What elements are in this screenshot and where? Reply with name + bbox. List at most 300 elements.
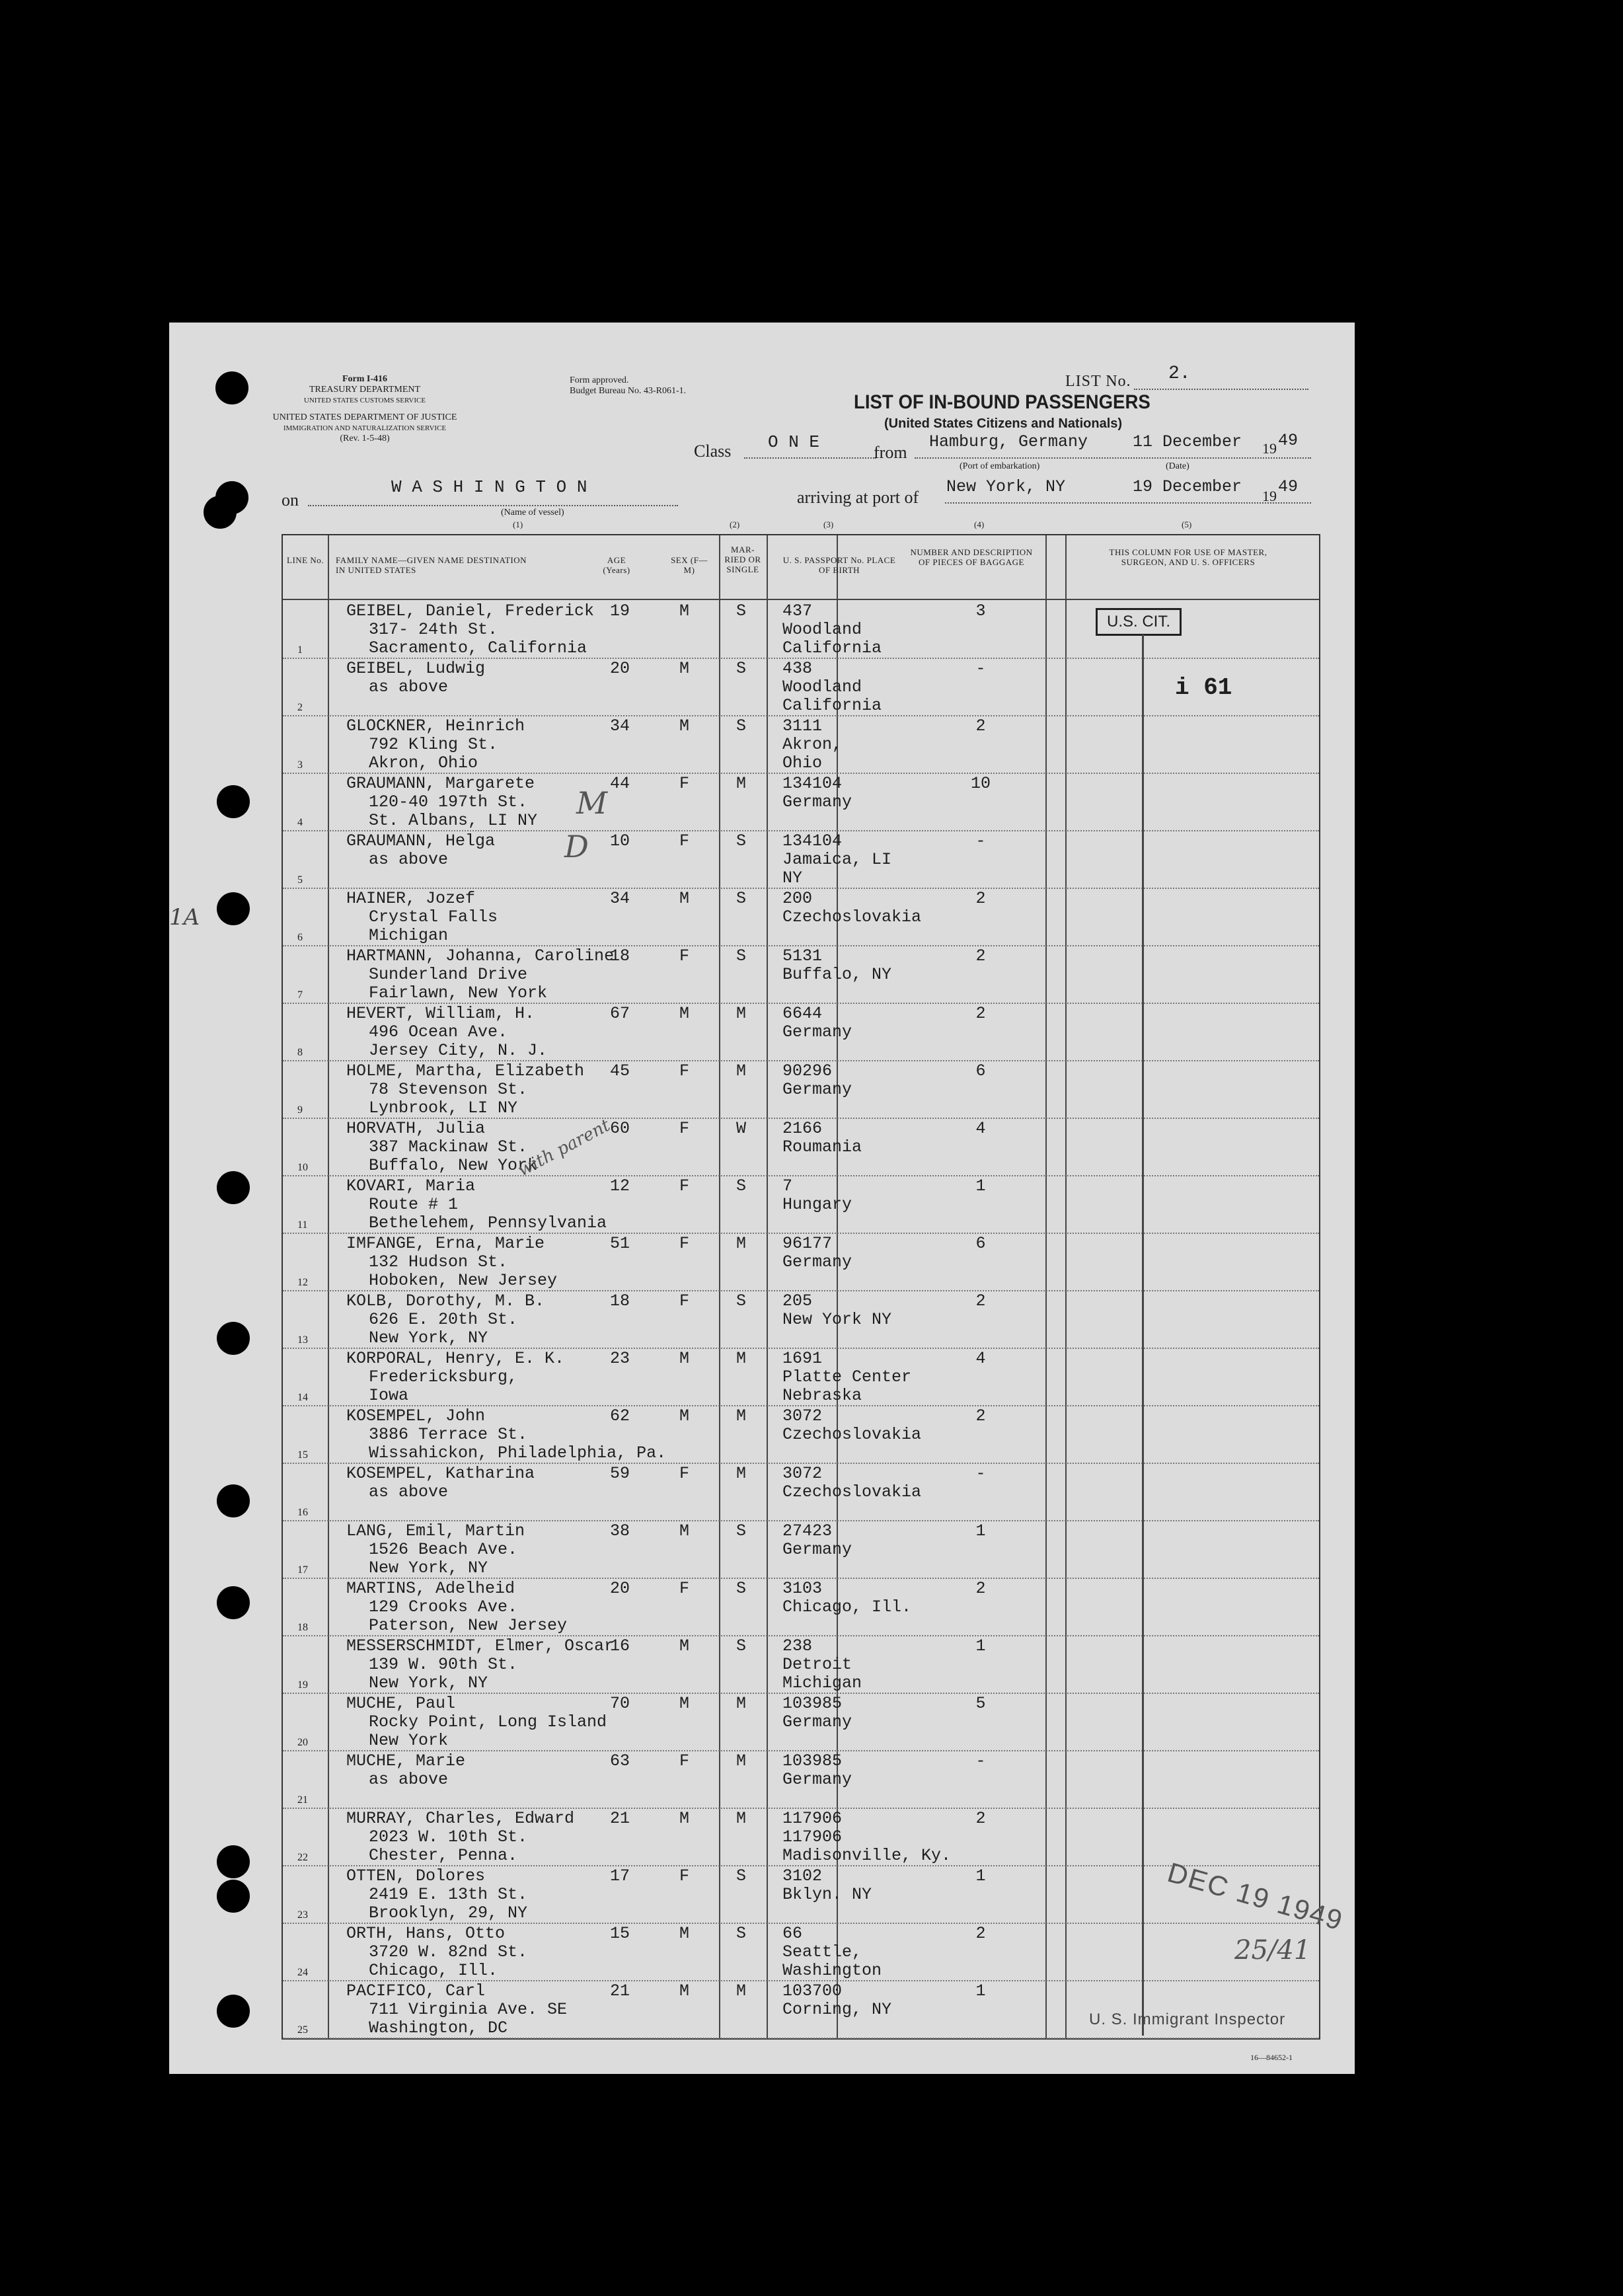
col-num-3: (3) [823,519,834,529]
punch-hole [217,1322,250,1355]
passenger-name: HORVATH, Julia [346,1119,486,1138]
city-state: Akron, Ohio [369,753,478,773]
passport-number: 134104 [782,774,843,793]
line-number: 23 [297,1909,308,1921]
arrival-date: 19 December [1133,477,1242,496]
handwritten-m: M [576,785,608,821]
table-row [283,1003,1319,1061]
line-number: 22 [297,1852,308,1863]
line-number: 5 [297,874,303,886]
baggage-count: 4 [975,1349,986,1368]
passport-number: 200 [782,889,813,908]
sex: M [679,1694,690,1713]
line-number: 1 [297,644,303,656]
passport-number: 438 [782,659,813,678]
arrival-year: 49 [1278,477,1299,496]
passport-number: 1691 [782,1349,823,1368]
marital-status: M [736,1349,747,1368]
table-row [283,658,1319,716]
marital-status: M [736,1004,747,1023]
date-caption: (Date) [1166,461,1189,471]
birthplace-line1: Czechoslovakia [782,1425,922,1444]
line-number: 24 [297,1967,308,1978]
line-number: 19 [297,1679,308,1691]
header-name: FAMILY NAME—GIVEN NAME DESTINATION IN UNITED STATES [336,555,527,575]
embarkation-year-prefix: 19 [1262,440,1277,457]
table-row [283,1635,1319,1694]
punch-hole [217,892,250,925]
line-number: 4 [297,817,303,828]
vertical-ditto-line [1142,634,1144,2036]
us-citizen-stamp: U.S. CIT. [1096,608,1182,636]
birthplace-line1: Buffalo, NY [782,965,892,984]
sex: F [679,1291,690,1311]
table-row [283,1578,1319,1636]
passenger-name: HEVERT, William, H. [346,1004,535,1023]
baggage-count: 2 [975,1406,986,1426]
passenger-table [282,534,1347,2040]
vessel-name: W A S H I N G T O N [391,477,587,497]
baggage-count: - [975,831,986,851]
passport-number: 437 [782,601,813,621]
passport-number: 205 [782,1291,813,1311]
table-row [283,715,1319,774]
birthplace-line1: Roumania [782,1137,862,1157]
marital-status: S [736,1291,747,1311]
passport-number: 238 [782,1636,813,1656]
header-passport: U. S. PASSPORT No. PLACE OF BIRTH [782,555,896,575]
date-stamp: DEC 19 1949 [1164,1856,1347,1936]
passenger-name: GEIBEL, Ludwig [346,659,486,678]
passport-number: 3102 [782,1866,823,1886]
footer-code: 16—84652-1 [1250,2053,1293,2062]
birthplace-line1: Chicago, Ill. [782,1597,912,1617]
age: 67 [609,1004,630,1023]
line-number: 12 [297,1277,308,1288]
handwritten-with-parent: with parent [514,1115,614,1181]
passport-number: 117906 [782,1809,843,1828]
fraction-annotation: 25/41 [1234,1935,1311,1966]
punch-hole [217,1880,250,1913]
birthplace-line2: Ohio [782,753,823,773]
baggage-count: 6 [975,1234,986,1253]
baggage-count: - [975,659,986,678]
passenger-name: GEIBEL, Daniel, Frederick [346,601,595,621]
street-address: 2419 E. 13th St. [369,1885,528,1904]
treasury-department: TREASURY DEPARTMENT [309,385,421,395]
age: 19 [609,601,630,621]
marital-status: S [736,1521,747,1541]
header-baggage: NUMBER AND DESCRIPTION OF PIECES OF BAGGAGE [910,547,1033,567]
justice-department: UNITED STATES DEPARTMENT OF JUSTICE [272,412,457,422]
age: 23 [609,1349,630,1368]
sex: M [679,1406,690,1426]
sex: F [679,1234,690,1253]
age: 15 [609,1924,630,1943]
baggage-count: 2 [975,946,986,966]
sex: M [679,889,690,908]
table-row [283,1405,1319,1464]
class-label: Class [694,441,732,461]
city-state: New York, NY [369,1558,488,1578]
table-row [283,1980,1319,2039]
passport-number: 3103 [782,1579,823,1598]
sex: M [679,1924,690,1943]
baggage-count: 1 [975,1521,986,1541]
punch-hole [217,1171,250,1204]
passenger-name: KOSEMPEL, Katharina [346,1464,535,1483]
line-number: 6 [297,932,303,943]
marital-status: M [736,1061,747,1081]
marital-status: S [736,601,747,621]
age: 45 [609,1061,630,1081]
vessel-caption: (Name of vessel) [501,508,564,517]
street-address: 3886 Terrace St. [369,1425,528,1444]
sex: F [679,1866,690,1886]
punch-hole [215,371,248,404]
line-number: 20 [297,1737,308,1748]
birthplace-line1: Hungary [782,1195,852,1214]
city-state: Paterson, New Jersey [369,1616,568,1635]
passport-number: 7 [782,1176,793,1196]
sex: F [679,1751,690,1771]
marital-status: W [736,1119,747,1138]
street-address: 129 Crooks Ave. [369,1597,518,1617]
birthplace-line1: New York NY [782,1310,892,1329]
baggage-count: 10 [970,774,991,793]
street-address: Fredericksburg, [369,1367,518,1387]
street-address: 120-40 197th St. [369,792,528,812]
line-number: 11 [297,1219,308,1231]
table-row [283,1520,1319,1579]
line-number: 25 [297,2024,308,2036]
passenger-name: PACIFICO, Carl [346,1981,486,2001]
sex: M [679,1636,690,1656]
city-state: Wissahickon, Philadelphia, Pa. [369,1443,667,1463]
passenger-name: GLOCKNER, Heinrich [346,716,525,736]
passport-number: 5131 [782,946,823,966]
sex: F [679,1176,690,1196]
baggage-count: - [975,1751,986,1771]
age: 59 [609,1464,630,1483]
marital-status: S [736,889,747,908]
marital-status: S [736,1579,747,1598]
age: 44 [609,774,630,793]
birthplace-line1: Germany [782,1770,852,1789]
passenger-name: HARTMANN, Johanna, Caroline [346,946,615,966]
arrival-port: New York, NY [946,477,1066,496]
sex: F [679,1061,690,1081]
marital-status: S [736,716,747,736]
street-address: 317- 24th St. [369,620,498,639]
passenger-name: OTTEN, Dolores [346,1866,486,1886]
birthplace-line1: Detroit [782,1655,852,1674]
line-number: 8 [297,1047,303,1058]
city-state: Jersey City, N. J. [369,1041,548,1060]
street-address: 711 Virginia Ave. SE [369,2000,568,2019]
passport-number: 96177 [782,1234,833,1253]
header-age: AGE (Years) [603,555,630,575]
table-row [283,1865,1319,1924]
marital-status: M [736,1694,747,1713]
table-row [283,830,1319,889]
table-row [283,1750,1319,1809]
baggage-count: 4 [975,1119,986,1138]
marital-status: S [736,1176,747,1196]
birthplace-line1: Bklyn. NY [782,1885,872,1904]
passport-number: 2166 [782,1119,823,1138]
sex: M [679,1809,690,1828]
city-state: Iowa [369,1386,409,1405]
age: 20 [609,1579,630,1598]
table-row [283,1060,1319,1119]
age: 18 [609,1291,630,1311]
birthplace-line1: Corning, NY [782,2000,892,2019]
arriving-label: arriving at port of [797,488,919,507]
birthplace-line1: Czechoslovakia [782,1482,922,1502]
birthplace-line1: Woodland [782,620,862,639]
passport-number: 103985 [782,1751,843,1771]
age: 70 [609,1694,630,1713]
port-embarkation-caption: (Port of embarkation) [960,461,1040,471]
birthplace-line1: Germany [782,1712,852,1732]
marital-status: S [736,831,747,851]
list-no-label: LIST No. [1065,373,1131,390]
col-num-1: (1) [513,519,523,529]
marital-status: S [736,1866,747,1886]
birthplace-line2: Nebraska [782,1386,862,1405]
birthplace-line2: Madisonville, Ky. [782,1846,952,1865]
passenger-name: MUCHE, Marie [346,1751,466,1771]
table-row [283,773,1319,831]
birthplace-line1: Germany [782,1252,852,1272]
city-state: Brooklyn, 29, NY [369,1903,528,1923]
age: 62 [609,1406,630,1426]
col-num-5: (5) [1182,519,1192,529]
line-number: 15 [297,1449,308,1461]
baggage-count: 2 [975,1924,986,1943]
marital-status: M [736,1406,747,1426]
birthplace-line1: Akron, [782,735,843,754]
table-row [283,1693,1319,1751]
passport-number: 3072 [782,1406,823,1426]
city-state: New York, NY [369,1673,488,1693]
passenger-name: MUCHE, Paul [346,1694,456,1713]
embarkation-year: 49 [1278,431,1299,450]
table-row [283,1233,1319,1291]
baggage-count: - [975,1464,986,1483]
age: 34 [609,716,630,736]
sex: M [679,1004,690,1023]
arrival-year-prefix: 19 [1262,488,1277,504]
marital-status: M [736,1751,747,1771]
baggage-count: 2 [975,1809,986,1828]
city-state: Buffalo, New York [369,1156,538,1175]
sex: M [679,1521,690,1541]
sex: F [679,831,690,851]
sex: M [679,601,690,621]
passport-number: 3072 [782,1464,823,1483]
sex: M [679,1981,690,2001]
budget-bureau: Budget Bureau No. 43-R061-1. [570,386,687,396]
city-state: Michigan [369,926,449,945]
header-officers: THIS COLUMN FOR USE OF MASTER, SURGEON, AND U. S. OFFICERS [1109,547,1267,567]
form-approved: Form approved. [570,375,629,385]
city-state: Fairlawn, New York [369,983,548,1003]
age: 17 [609,1866,630,1886]
marital-status: M [736,774,747,793]
birthplace-line1: Czechoslovakia [782,907,922,927]
age: 38 [609,1521,630,1541]
line-number: 2 [297,702,303,713]
header-sex: SEX (F—M) [671,555,708,575]
birthplace-line1: Seattle, [782,1942,862,1962]
col-num-4: (4) [974,519,985,529]
baggage-count: 2 [975,889,986,908]
passport-number: 90296 [782,1061,833,1081]
table-row [283,1175,1319,1234]
age: 12 [609,1176,630,1196]
on-label: on [282,490,299,510]
line-number: 17 [297,1564,308,1576]
city-state: Chester, Penna. [369,1846,518,1865]
street-address: Crystal Falls [369,907,498,927]
age: 34 [609,889,630,908]
ins-service: IMMIGRATION AND NATURALIZATION SERVICE [283,424,447,432]
city-state: Chicago, Ill. [369,1961,498,1980]
city-state: St. Albans, LI NY [369,811,538,830]
city-state: New York [369,1731,449,1750]
table-row [283,1118,1319,1176]
marital-status: S [736,1924,747,1943]
table-row [283,1463,1319,1521]
marital-status: M [736,1234,747,1253]
birthplace-line1: Germany [782,1540,852,1559]
street-address: 78 Stevenson St. [369,1080,528,1099]
birthplace-line1: Jamaica, LI [782,850,892,869]
marital-status: S [736,946,747,966]
passport-number: 6644 [782,1004,823,1023]
marital-status: M [736,1464,747,1483]
age: 60 [609,1119,630,1138]
birthplace-line1: Platte Center [782,1367,912,1387]
city-state: Hoboken, New Jersey [369,1271,558,1290]
passenger-name: HAINER, Jozef [346,889,476,908]
baggage-count: 5 [975,1694,986,1713]
embarkation-date: 11 December [1133,432,1242,451]
line-number: 13 [297,1334,308,1346]
table-row [283,1808,1319,1866]
passenger-name: KOVARI, Maria [346,1176,476,1196]
passenger-name: ORTH, Hans, Otto [346,1924,506,1943]
sex: F [679,1119,690,1138]
line-number: 21 [297,1794,308,1806]
marital-status: M [736,1809,747,1828]
birthplace-line1: Germany [782,1080,852,1099]
age: 51 [609,1234,630,1253]
street-address: 792 Kling St. [369,735,498,754]
city-state: Lynbrook, LI NY [369,1098,518,1118]
baggage-count: 2 [975,1004,986,1023]
embarkation-port: Hamburg, Germany [929,432,1088,451]
customs-service: UNITED STATES CUSTOMS SERVICE [303,397,426,404]
line-number: 14 [297,1392,308,1403]
header-line-no: LINE No. [287,555,324,565]
list-no: 2. [1168,364,1191,384]
form-number: Form I-416 [342,374,388,384]
age: 16 [609,1636,630,1656]
street-address: as above [369,677,449,697]
passport-number: 134104 [782,831,843,851]
table-row [283,1348,1319,1406]
header-married: MAR-RIED OR SINGLE [724,545,761,574]
sex: M [679,716,690,736]
street-address: Route # 1 [369,1195,459,1214]
col-num-2: (2) [730,519,740,529]
baggage-count: 2 [975,1579,986,1598]
baggage-count: 1 [975,1981,986,2001]
birthplace-line2: NY [782,868,803,888]
passenger-name: GRAUMANN, Margarete [346,774,535,793]
punch-hole [217,1995,250,2028]
birthplace-line2: Washington [782,1961,882,1980]
form-subtitle: (United States Citizens and Nationals) [884,416,1123,431]
line-number: 18 [297,1622,308,1633]
birthplace-line1: Germany [782,1022,852,1042]
sex: M [679,1349,690,1368]
birthplace-line2: California [782,638,882,658]
table-row [283,888,1319,946]
passenger-name: IMFANGE, Erna, Marie [346,1234,545,1253]
manifest-page [169,323,1355,2074]
line-number: 9 [297,1104,303,1116]
street-address: 139 W. 90th St. [369,1655,518,1674]
city-state: Bethelehem, Pennsylvania [369,1213,607,1233]
table-row [283,1923,1319,1981]
form-title: LIST OF IN-BOUND PASSENGERS [854,391,1151,413]
line-number: 16 [297,1507,308,1518]
passenger-name: MESSERSCHMIDT, Elmer, Oscar [346,1636,615,1656]
age: 18 [609,946,630,966]
age: 21 [609,1809,630,1828]
city-state: Sacramento, California [369,638,587,658]
punch-hole [217,1586,250,1619]
passenger-name: MARTINS, Adelheid [346,1579,515,1598]
line-number: 3 [297,759,303,771]
passenger-name: KOLB, Dorothy, M. B. [346,1291,545,1311]
sex: F [679,946,690,966]
from-label: from [874,443,907,462]
baggage-count: 1 [975,1176,986,1196]
passenger-name: KOSEMPEL, John [346,1406,486,1426]
table-row [283,1290,1319,1349]
annotation-i61: i 61 [1175,674,1232,701]
passenger-name: KORPORAL, Henry, E. K. [346,1349,565,1368]
passenger-name: MURRAY, Charles, Edward [346,1809,575,1828]
street-address: 3720 W. 82nd St. [369,1942,528,1962]
handwritten-d: D [564,829,589,864]
punch-hole [217,1484,250,1517]
passport-number: 103985 [782,1694,843,1713]
baggage-count: 3 [975,601,986,621]
street-address: 626 E. 20th St. [369,1310,518,1329]
sex: M [679,659,690,678]
marital-status: M [736,1981,747,2001]
passport-number: 103700 [782,1981,843,2001]
street-address: 2023 W. 10th St. [369,1827,528,1847]
age: 63 [609,1751,630,1771]
punch-hole [204,496,237,529]
